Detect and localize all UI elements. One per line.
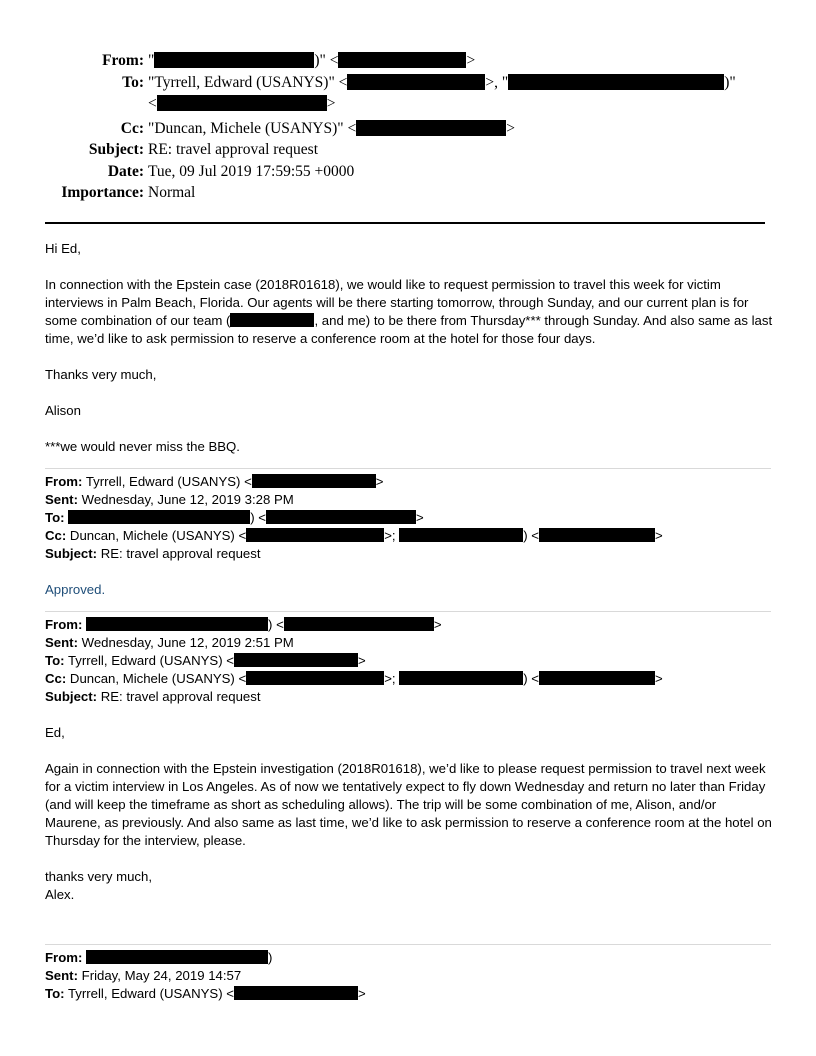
subject-value: RE: travel approval request xyxy=(148,141,319,158)
message-separator xyxy=(45,468,771,469)
redaction-block xyxy=(284,617,434,631)
footnote: ***we would never miss the BBQ. xyxy=(45,439,240,454)
quoted-header: From: Tyrrell, Edward (USANYS) < > Sent: Wednesday, June 12, 2019 3:28 PM To: ) < > Cc: Duncan, Michele (USANYS) < >; ) < > Subject: RE: travel approval request xyxy=(45,474,663,561)
greeting: Ed, xyxy=(45,725,65,740)
redaction-block xyxy=(86,617,268,631)
cc-label: Cc: xyxy=(120,119,144,137)
quoted-header: From: ) < > Sent: Wednesday, June 12, 2019 2:51 PM To: Tyrrell, Edward (USANYS) < > Cc: Duncan, Michele (USANYS) < >; ) < > Subject: RE: travel approval request xyxy=(45,617,663,704)
redaction-block xyxy=(399,671,523,685)
importance-label: Importance: xyxy=(61,184,144,201)
redaction-block xyxy=(539,528,655,542)
quoted-header: From: ) Sent: Friday, May 24, 2019 14:57 To: Tyrrell, Edward (USANYS) < > xyxy=(45,950,366,1001)
redaction-block xyxy=(338,52,466,68)
greeting: Hi Ed, xyxy=(45,241,81,256)
header-from-row: From: " )" < > xyxy=(0,50,816,72)
subject-label: Subject: xyxy=(88,141,144,158)
date-value: Tue, 09 Jul 2019 17:59:55 +0000 xyxy=(148,162,355,180)
redaction-block xyxy=(399,528,523,542)
signature: Alex. xyxy=(45,887,75,902)
to-label: To: xyxy=(122,73,144,91)
redaction-block xyxy=(539,671,655,685)
paragraph: In connection with the Epstein case (2018R01618), we would like to request permission to travel this week for victim interviews in Palm Beach, Florida. Our agents will be there starting tomorrow, through Sunday, and our current plan is for some combination of our team ( , and me) to be there from Thursday*** through Sunday. And also same as last time, we’d like to ask permission to reserve a conference room at the hotel for those four days. xyxy=(45,277,773,346)
redaction-block xyxy=(246,671,384,685)
redaction-block xyxy=(234,986,358,1000)
header-date-row xyxy=(0,161,816,183)
message-separator xyxy=(45,944,771,945)
message-separator xyxy=(45,611,771,612)
paragraph: Again in connection with the Epstein investigation (2018R01618), we’d like to please request permission to travel next week for a victim interview in Los Angeles. As of now we tentatively expect to fly down Wednesday and return no later than Friday (and will keep the timeframe as short as scheduling allows). The trip will be some combination of me, Alison, and/or Maurene, as previously. And also same as last time, we’d like to ask permission to reserve a conference room at the hotel on Thursday for the interview, please. xyxy=(45,761,772,848)
header-importance-row xyxy=(0,182,816,204)
redaction-block xyxy=(230,313,314,327)
redaction-block xyxy=(508,74,724,90)
redaction-block xyxy=(86,950,268,964)
header-to-row: To: "Tyrrell, Edward (USANYS)" < >, " )" xyxy=(0,72,816,94)
signature: Alison xyxy=(45,403,81,418)
redaction-block xyxy=(68,510,250,524)
header-to-row-cont: < > xyxy=(148,95,336,112)
redaction-block xyxy=(246,528,384,542)
redaction-block xyxy=(252,474,376,488)
closing: Thanks very much, xyxy=(45,367,157,382)
redaction-block xyxy=(234,653,358,667)
header-divider xyxy=(45,222,765,224)
importance-value: Normal xyxy=(148,184,196,201)
header-cc-row: Cc: "Duncan, Michele (USANYS)" < > xyxy=(0,118,816,140)
from-label: From: xyxy=(102,52,144,69)
approved-text: Approved. xyxy=(45,582,106,597)
email-body xyxy=(45,240,775,1003)
header-subject-row xyxy=(0,139,816,161)
redaction-block xyxy=(154,52,314,68)
redaction-block xyxy=(266,510,416,524)
date-label: Date: xyxy=(107,162,144,180)
redaction-block xyxy=(347,74,485,90)
email-header xyxy=(0,50,816,204)
redaction-block xyxy=(157,95,327,111)
redaction-block xyxy=(356,120,506,136)
closing: thanks very much, xyxy=(45,869,153,884)
